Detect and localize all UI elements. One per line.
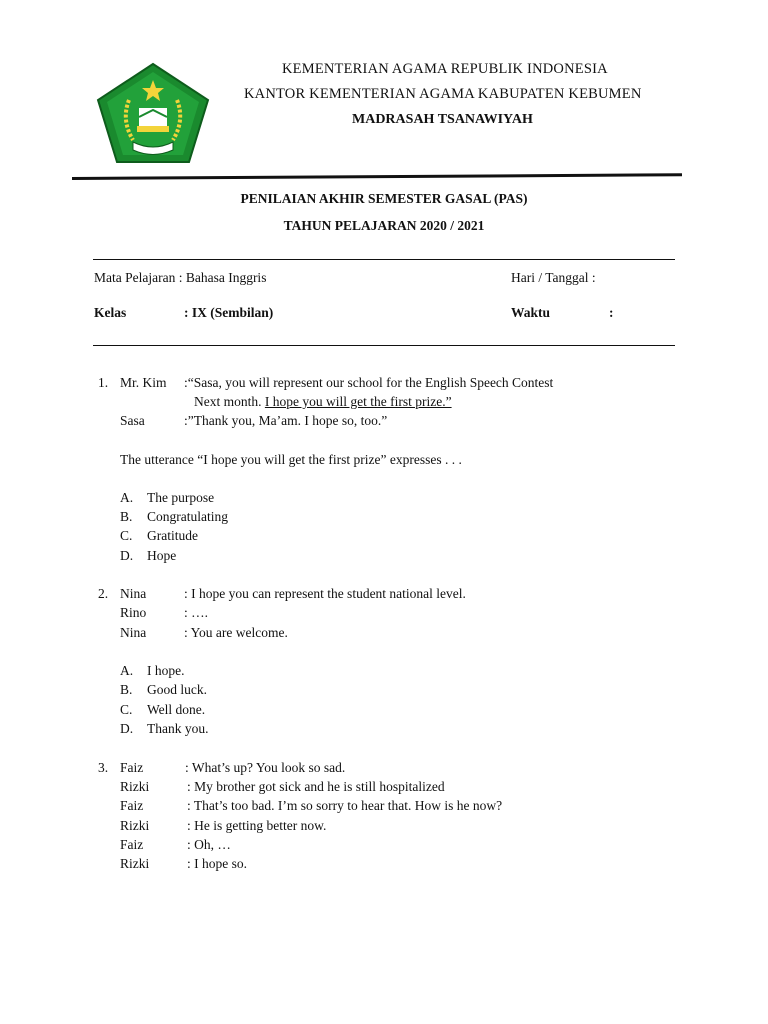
speaker: Mr. Kim (120, 375, 167, 390)
option-letter: C. (120, 702, 133, 717)
utterance: : You are welcome. (184, 625, 288, 640)
exam-title: PENILAIAN AKHIR SEMESTER GASAL (PAS) (240, 191, 528, 206)
option-letter: D. (120, 721, 134, 736)
option-text: Well done. (147, 702, 206, 717)
utterance: : My brother got sick and he is still hospitalized (187, 779, 445, 794)
utterance: : …. (184, 605, 209, 620)
utterance-plain: Next month. (194, 394, 265, 409)
ministry-logo (95, 62, 211, 164)
speaker: Rizki (120, 856, 150, 871)
option-letter: B. (120, 509, 133, 524)
speaker: Faiz (120, 837, 144, 852)
subject-info: Mata Pelajaran : Bahasa Inggris (94, 270, 267, 285)
option-letter: A. (120, 663, 134, 678)
header-school: MADRASAH TSANAWIYAH (352, 112, 533, 127)
utterance: :”Thank you, Ma’am. I hope so, too.” (184, 413, 388, 428)
speaker: Sasa (120, 413, 145, 428)
question-prompt: The utterance “I hope you will get the first prize” expresses . . . (120, 452, 462, 467)
utterance: : That’s too bad. I’m so sorry to hear that. How is he now? (187, 798, 503, 813)
utterance: : What’s up? You look so sad. (185, 760, 346, 775)
time-colon: : (609, 305, 614, 320)
option-text: The purpose (147, 490, 215, 505)
option-text: I hope. (147, 663, 185, 678)
header-office: KANTOR KEMENTERIAN AGAMA KABUPATEN KEBUMEN (244, 86, 642, 102)
speaker: Rizki (120, 779, 150, 794)
speaker: Rizki (120, 818, 150, 833)
utterance: : Oh, … (187, 837, 231, 852)
date-label: Hari / Tanggal : (511, 270, 596, 285)
info-top-divider (93, 259, 675, 260)
utterance: : I hope so. (187, 856, 247, 871)
option-letter: D. (120, 548, 134, 563)
speaker: Faiz (120, 760, 144, 775)
utterance: : I hope you can represent the student national level. (184, 586, 466, 601)
option-letter: C. (120, 528, 133, 543)
option-text: Congratulating (147, 509, 228, 524)
utterance-continuation (194, 394, 452, 410)
option-letter: A. (120, 490, 134, 505)
speaker: Nina (120, 586, 147, 601)
question-number: 1. (98, 375, 109, 390)
option-text: Thank you. (147, 721, 209, 736)
utterance-underlined: I hope you will get the first prize.” (264, 394, 452, 409)
speaker: Nina (120, 625, 147, 640)
option-text: Hope (147, 548, 177, 563)
speaker: Rino (120, 605, 147, 620)
exam-year: TAHUN PELAJARAN 2020 / 2021 (283, 218, 485, 233)
class-value: : IX (Sembilan) (184, 305, 274, 320)
question-number: 3. (98, 760, 109, 775)
class-label: Kelas (94, 305, 127, 320)
option-text: Gratitude (147, 528, 198, 543)
option-letter: B. (120, 682, 133, 697)
time-label: Waktu (511, 305, 551, 320)
utterance: :“Sasa, you will represent our school for the English Speech Contest (184, 375, 554, 390)
header-divider (72, 173, 682, 180)
header-ministry: KEMENTERIAN AGAMA REPUBLIK INDONESIA (282, 61, 608, 77)
info-bottom-divider (93, 345, 675, 346)
utterance: : He is getting better now. (187, 818, 327, 833)
speaker: Faiz (120, 798, 144, 813)
question-number: 2. (98, 586, 109, 601)
option-text: Good luck. (147, 682, 207, 697)
ministry-emblem-icon (95, 62, 211, 164)
